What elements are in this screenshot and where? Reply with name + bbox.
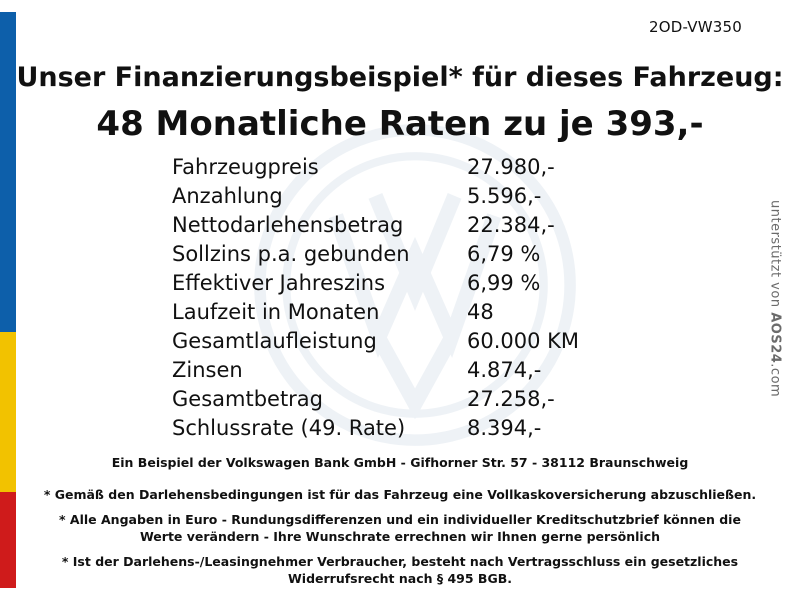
row-value: 27.258,- bbox=[467, 387, 555, 411]
row-label: Nettodarlehensbetrag bbox=[172, 213, 404, 237]
row-label: Laufzeit in Monaten bbox=[172, 300, 380, 324]
table-row bbox=[172, 387, 592, 416]
row-value: 6,79 % bbox=[467, 242, 541, 266]
page-title: Unser Finanzierungsbeispiel* für dieses Fahrzeug: bbox=[16, 62, 784, 93]
bank-address-line: Ein Beispiel der Volkswagen Bank GmbH - Gifhorner Str. 57 - 38112 Braunschweig bbox=[111, 455, 689, 470]
row-label: Gesamtlaufleistung bbox=[172, 329, 377, 353]
table-row bbox=[172, 155, 592, 184]
table-row bbox=[172, 213, 592, 242]
row-value: 5.596,- bbox=[467, 184, 542, 208]
table-row bbox=[172, 416, 592, 445]
row-value: 6,99 % bbox=[467, 271, 541, 295]
row-label: Gesamtbetrag bbox=[172, 387, 324, 411]
row-value: 22.384,- bbox=[467, 213, 555, 237]
table-row bbox=[172, 329, 592, 358]
supported-by-text bbox=[768, 200, 783, 397]
row-value: 60.000 KM bbox=[467, 329, 580, 353]
supported-by-prefix: unterstützt von bbox=[767, 200, 783, 308]
supported-by-brand bbox=[760, 200, 790, 460]
row-label: Anzahlung bbox=[172, 184, 283, 208]
row-label: Fahrzeugpreis bbox=[172, 155, 319, 179]
brand-name: AOS24 bbox=[767, 312, 783, 364]
table-row bbox=[172, 242, 592, 271]
table-row bbox=[172, 300, 592, 329]
edge-segment-white-top bbox=[0, 0, 16, 12]
table-row bbox=[172, 271, 592, 300]
footnote-item: * Alle Angaben in Euro - Rundungsdifferenzen und ein individueller Kreditschutzbrief können die Werte verändern - Ihre Wunschrate errechnen wir Ihnen gerne persönlich bbox=[59, 512, 741, 544]
row-label: Zinsen bbox=[172, 358, 243, 382]
document-code: 2OD-VW350 bbox=[649, 18, 742, 36]
row-value: 48 bbox=[467, 300, 494, 324]
table-row bbox=[172, 358, 592, 387]
row-label: Effektiver Jahreszins bbox=[172, 271, 386, 295]
edge-segment-blue bbox=[0, 12, 16, 332]
table-row bbox=[172, 184, 592, 213]
footnotes bbox=[0, 486, 800, 595]
page-subtitle: 48 Monatliche Raten zu je 393,- bbox=[96, 104, 704, 144]
footnote-item: * Ist der Darlehens-/Leasingnehmer Verbraucher, besteht nach Vertragsschluss ein gesetzliches Widerrufsrecht nach § 495 BGB. bbox=[61, 554, 739, 586]
row-value: 8.394,- bbox=[467, 416, 542, 440]
finance-details-table bbox=[172, 155, 592, 445]
brand-suffix: .com bbox=[767, 363, 783, 398]
footnote-item: * Gemäß den Darlehensbedingungen ist für das Fahrzeug eine Vollkaskoversicherung abzuschließen. bbox=[43, 487, 757, 502]
row-label: Sollzins p.a. gebunden bbox=[172, 242, 410, 266]
row-value: 27.980,- bbox=[467, 155, 555, 179]
row-label: Schlussrate (49. Rate) bbox=[172, 416, 406, 440]
row-value: 4.874,- bbox=[467, 358, 542, 382]
